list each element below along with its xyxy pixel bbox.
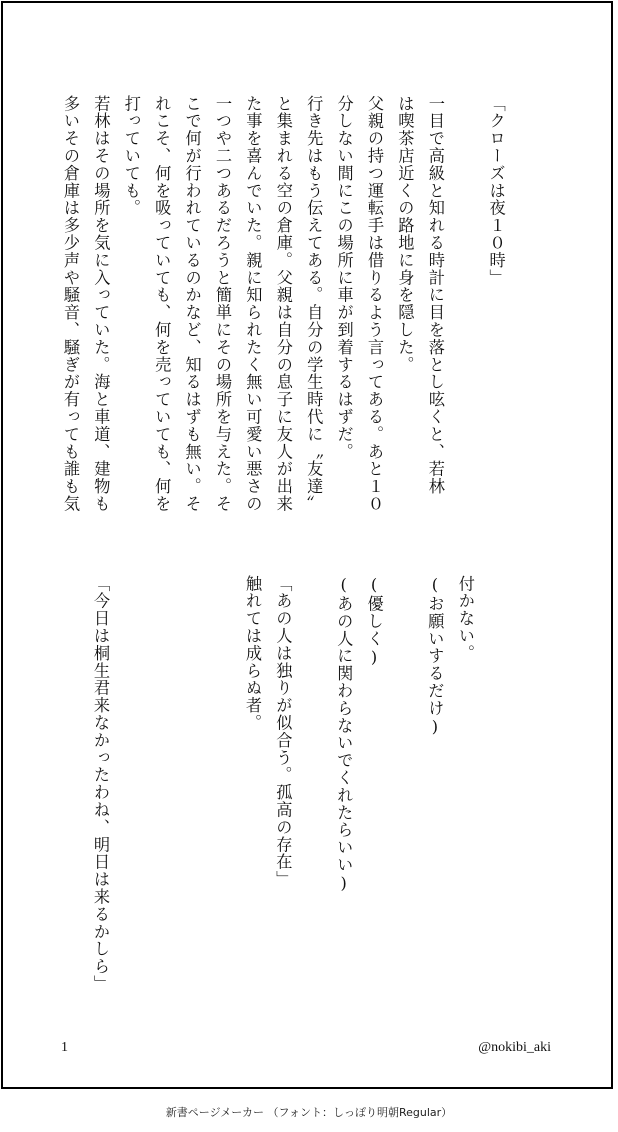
page-number: 1 [61, 1040, 68, 1055]
text-column: 「あの人は独りが似合う。孤高の存在」 [273, 575, 293, 889]
text-column: 若林はその場所を気に入っていた。海と車道、建物も [91, 95, 111, 513]
text-column: 「今日は桐生君来なかったわね、明日は来るかしら」 [91, 575, 110, 993]
text-column: 触れては成らぬ者。 [243, 575, 262, 732]
page-frame [1, 1, 613, 1089]
text-column: れこそ、何を吸っていても、何を売っていても、何を [152, 95, 172, 513]
text-column: た事を喜んでいた。親に知られたく無い可愛い悪さの [243, 95, 263, 513]
credit-line: 新書ページメーカー （フォント：しっぽり明朝Regular） [165, 1106, 453, 1119]
text-column: (あの人に関わらないでくれたらいい) [334, 575, 354, 894]
author-handle: @nokibi_aki [478, 1040, 551, 1055]
text-column: 付かない。 [455, 575, 475, 662]
text-column: 多いその倉庫は多少声や騒音、騒ぎが有っても誰も気 [61, 95, 80, 513]
text-column: 一つや二つあるだろうと簡単にその場所を与えた。そ [213, 95, 232, 513]
text-column: 父親の持つ運転手は借りるよう言ってある。あと１０ [365, 95, 384, 513]
text-column: 一目で高級と知れる時計に目を落とし呟くと、若林 [425, 95, 445, 496]
text-column: (お願いするだけ) [425, 575, 445, 738]
text-column: 打っていても。 [121, 95, 141, 217]
text-column: 行き先はもう伝えてある。自分の学生時代に〝友達〟 [304, 95, 324, 513]
text-column: は喫茶店近くの路地に身を隠した。 [395, 95, 415, 374]
text-column: 「クローズは夜１０時」 [486, 95, 506, 287]
text-column: と集まれる空の倉庫。父親は自分の息子に友人が出来 [273, 95, 293, 513]
text-column: (優しく) [364, 575, 384, 668]
text-column: こで何が行われているのかなど、知るはずも無い。そ [182, 95, 202, 513]
text-column: 分しない間にこの場所に車が到着するはずだ。 [334, 95, 354, 461]
